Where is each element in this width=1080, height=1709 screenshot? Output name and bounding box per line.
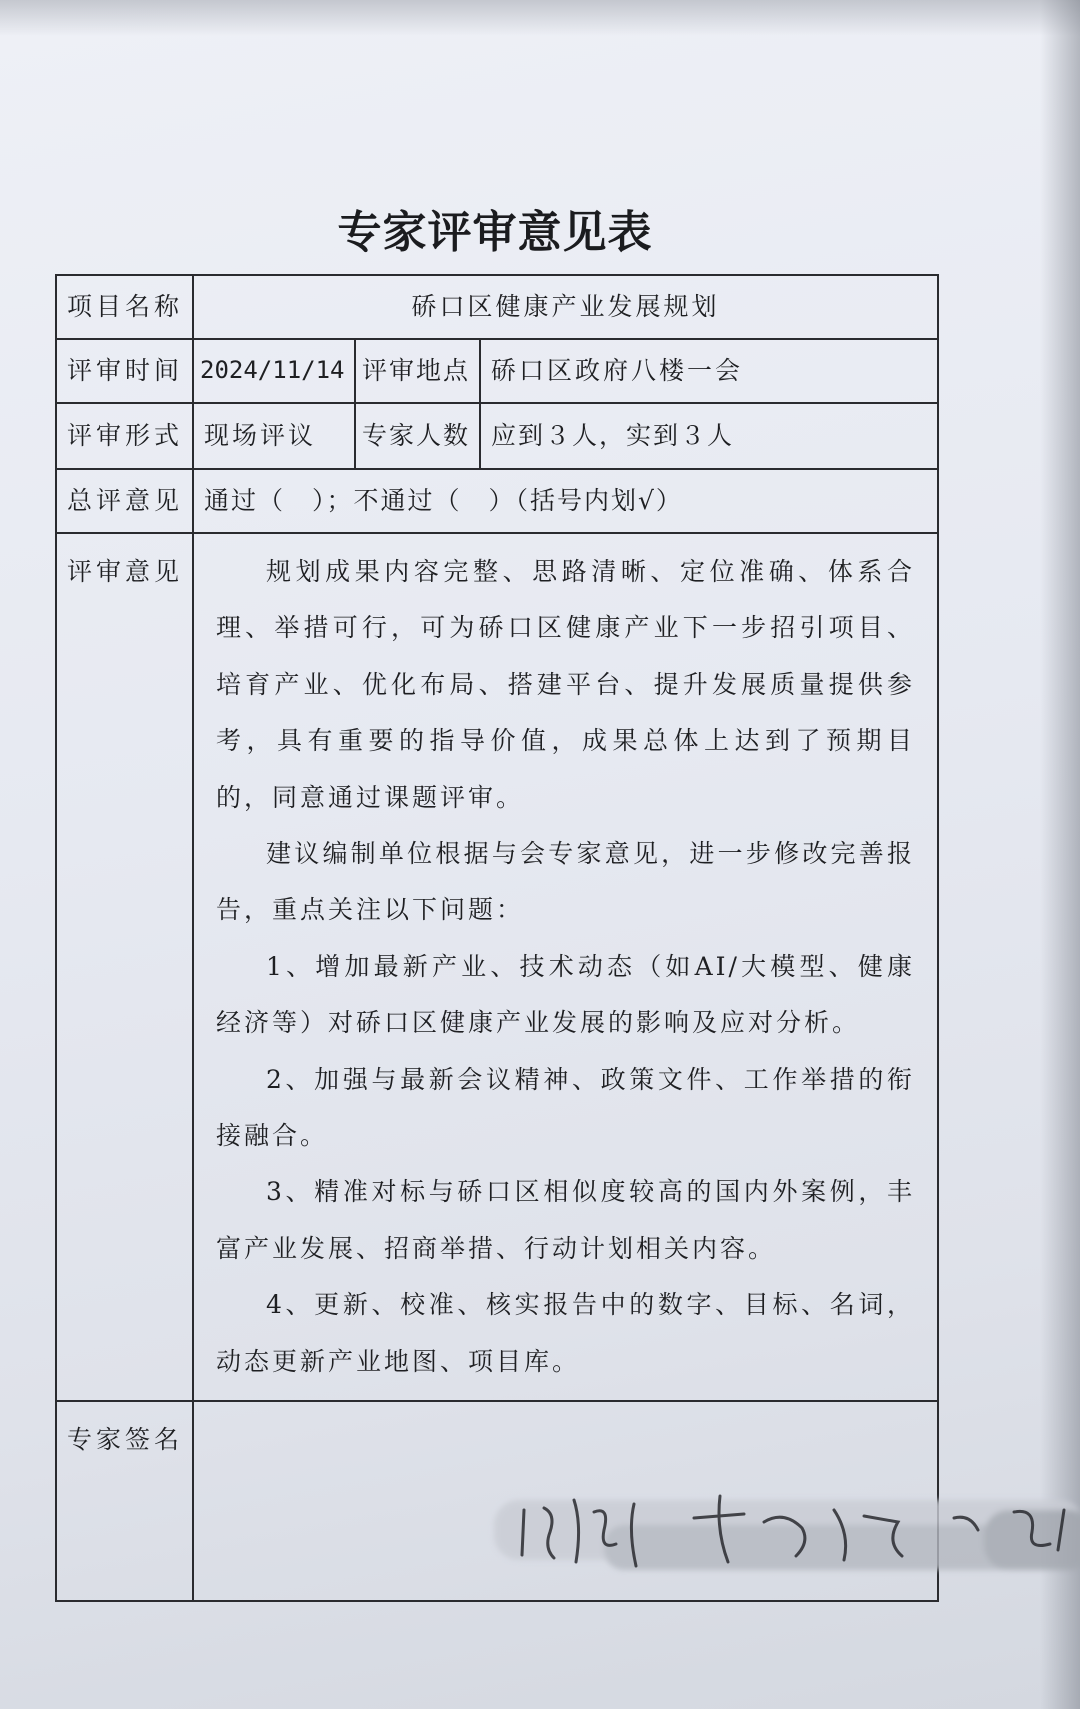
review-place-value: 硚口区政府八楼一会 xyxy=(480,339,938,403)
opinion-paragraph: 1、增加最新产业、技术动态（如AI/大模型、健康经济等）对硚口区健康产业发展的影响及应对分析。 xyxy=(216,951,916,1038)
opinion-paragraph: 3、精准对标与硚口区相似度较高的国内外案例，丰富产业发展、招商举措、行动计划相关内容。 xyxy=(216,1177,916,1263)
review-time-value: 2024/11/14 xyxy=(193,339,355,403)
opinion-paragraph: 规划成果内容完整、思路清晰、定位准确、体系合理、举措可行，可为硚口区健康产业下一步招引项目、培育产业、优化布局、搭建平台、提升发展质量提供参考，具有重要的指导价值，成果总体上达到了预期目的，同意通过课题评审。 xyxy=(216,557,916,812)
right-shadow xyxy=(1040,0,1080,1709)
signature-area xyxy=(193,1401,938,1601)
row-overall-opinion xyxy=(56,469,938,533)
review-form-value: 现场评议 xyxy=(193,403,355,469)
row-signature xyxy=(56,1401,938,1601)
review-time-label: 评审时间 xyxy=(56,339,193,403)
expert-count-label: 专家人数 xyxy=(355,403,480,469)
signature-label: 专家签名 xyxy=(56,1401,193,1601)
row-review-time xyxy=(56,339,938,403)
row-review-opinion xyxy=(56,533,938,1401)
opinion-paragraph: 建议编制单位根据与会专家意见，进一步修改完善报告，重点关注以下问题： xyxy=(216,839,916,925)
document-title: 专家评审意见表 xyxy=(337,207,653,258)
review-opinion-body xyxy=(193,533,938,1401)
opinion-paragraph: 2、加强与最新会议精神、政策文件、工作举措的衔接融合。 xyxy=(216,1064,916,1151)
opinion-paragraph: 4、更新、校准、核实报告中的数字、目标、名词，动态更新产业地图、项目库。 xyxy=(216,1290,916,1376)
project-name-value: 硚口区健康产业发展规划 xyxy=(193,275,938,339)
project-name-label: 项目名称 xyxy=(56,275,193,339)
review-form-label: 评审形式 xyxy=(56,403,193,469)
review-opinion-label: 评审意见 xyxy=(56,533,193,1401)
review-form-table xyxy=(55,274,939,1602)
top-shadow xyxy=(0,0,1080,36)
row-project-name xyxy=(56,275,938,339)
row-review-form xyxy=(56,403,938,469)
review-place-label: 评审地点 xyxy=(355,339,480,403)
overall-opinion-label: 总评意见 xyxy=(56,469,193,533)
expert-count-value: 应到３人，实到３人 xyxy=(480,403,938,469)
handwritten-signature xyxy=(484,1470,1080,1580)
overall-opinion-value: 通过（ ）；不通过（ ）（括号内划√） xyxy=(193,469,938,533)
